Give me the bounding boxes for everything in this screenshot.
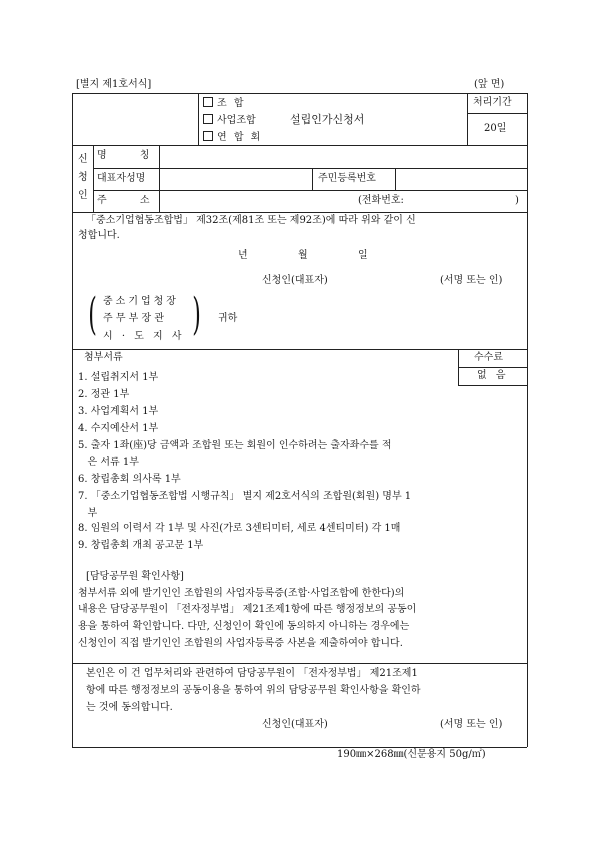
applicant-side-char: 신 <box>78 154 88 165</box>
close-paren: ) <box>192 289 201 340</box>
officer-check-line: 내용은 담당공무원이 「전자정부법」 제21조제1항에 따른 행정정보의 공동이 <box>78 604 417 615</box>
attachment-item: 2. 정관 1부 <box>78 389 130 400</box>
attachment-item: 은 서류 1부 <box>78 457 139 468</box>
checkbox-icon[interactable] <box>203 131 213 141</box>
open-paren: ( <box>88 289 97 340</box>
attachment-item: 3. 사업계획서 1부 <box>78 406 159 417</box>
date-month-label: 월 <box>298 250 308 261</box>
representative-name-field[interactable] <box>160 169 311 189</box>
attachment-item: 6. 창립총회 의사록 1부 <box>78 474 181 485</box>
attachment-item: 5. 출자 1좌(座)당 금액과 조합원 또는 회원이 인수하려는 출자좌수를 적 <box>78 440 392 451</box>
statement-line: 청합니다. <box>78 230 120 241</box>
consent-line: 항에 따른 행정정보의 공동이용을 통하여 위의 담당공무원 확인사항을 확인하 <box>86 685 421 696</box>
processing-period-label: 처리기간 <box>473 97 512 108</box>
frame-left <box>72 93 73 747</box>
officer-check-heading: [담당공무원 확인사항] <box>86 571 184 582</box>
option-business-union: 사업조합 <box>203 114 256 126</box>
paper-spec: 190㎜×268㎜(신문용지 50g/㎡) <box>337 749 486 760</box>
fee-label: 수수료 <box>474 352 503 363</box>
frame-top <box>72 93 527 94</box>
resident-number-label: 주민등록번호 <box>318 173 376 184</box>
attachment-item: 8. 임원의 이력서 각 1부 및 사진(가로 3센티미터, 세로 4센티미터) 각 1매 <box>78 523 401 534</box>
applicant-signer: 신청인(대표자) <box>262 275 328 286</box>
frame-right <box>527 93 528 747</box>
form-number: [별지 제1호서식] <box>76 79 152 90</box>
sign-note: (서명 또는 인) <box>440 275 503 286</box>
resident-number-field[interactable] <box>396 169 526 189</box>
attachment-item: 부 <box>78 508 98 519</box>
recipient-ministry: 주 무 부 장 관 <box>103 313 165 324</box>
officer-check-line: 용을 통하여 확인합니다. 다만, 신청인이 확인에 동의하지 아니하는 경우에는 <box>78 621 410 632</box>
processing-period-value: 20일 <box>484 123 507 134</box>
attachment-item: 4. 수지예산서 1부 <box>78 423 159 434</box>
recipient-governor: 시 · 도 지 사 <box>103 331 182 342</box>
representative-name-label: 대표자성명 <box>97 173 146 184</box>
name-field[interactable] <box>160 146 526 167</box>
attachment-item: 1. 설립취지서 1부 <box>78 372 159 383</box>
attachment-item: 7. 「중소기업협동조합법 시행규칙」 별지 제2호서식의 조합원(회원) 명부 1 <box>78 491 412 502</box>
name-label: 명 칭 <box>97 150 150 161</box>
phone-close: ) <box>515 195 519 206</box>
frame-bottom <box>72 747 527 748</box>
recipient-sme-administration: 중소기업청장 <box>103 296 179 307</box>
statement-line: 「중소기업협동조합법」 제32조(제81조 또는 제92조)에 따라 위와 같이 신 <box>86 215 416 226</box>
form-title: 설립인가신청서 <box>290 113 365 126</box>
honorific: 귀하 <box>218 313 238 324</box>
date-year-label: 년 <box>238 250 248 261</box>
applicant-side-char: 청 <box>78 172 88 183</box>
consent-signer: 신청인(대표자) <box>262 719 328 730</box>
fee-value: 없 음 <box>477 370 506 381</box>
address-label: 주 소 <box>97 195 150 206</box>
address-field[interactable] <box>160 191 360 211</box>
option-union: 조 합 <box>203 97 246 109</box>
phone-label: (전화번호: <box>358 195 404 206</box>
checkbox-icon[interactable] <box>203 97 213 107</box>
consent-line: 는 것에 동의합니다. <box>86 702 173 713</box>
consent-line: 본인은 이 건 업무처리와 관련하여 담당공무원이 「전자정부법」 제21조제1 <box>86 668 418 679</box>
applicant-side-char: 인 <box>78 190 88 201</box>
phone-field[interactable] <box>424 191 514 211</box>
attachment-item: 9. 창립총회 개최 공고문 1부 <box>78 540 204 551</box>
officer-check-line: 첨부서류 외에 발기인인 조합원의 사업자등록증(조합·사업조합에 한한다)의 <box>78 588 405 599</box>
option-federation: 연 합 회 <box>203 131 262 143</box>
page-side-label: (앞 면) <box>474 79 505 90</box>
checkbox-icon[interactable] <box>203 114 213 124</box>
officer-check-line: 신청인이 직접 발기인인 조합원의 사업자등록증 사본을 제출하여야 합니다. <box>78 638 403 649</box>
date-day-label: 일 <box>358 250 368 261</box>
consent-sign-note: (서명 또는 인) <box>440 719 503 730</box>
attachments-heading: 첨부서류 <box>84 352 123 363</box>
